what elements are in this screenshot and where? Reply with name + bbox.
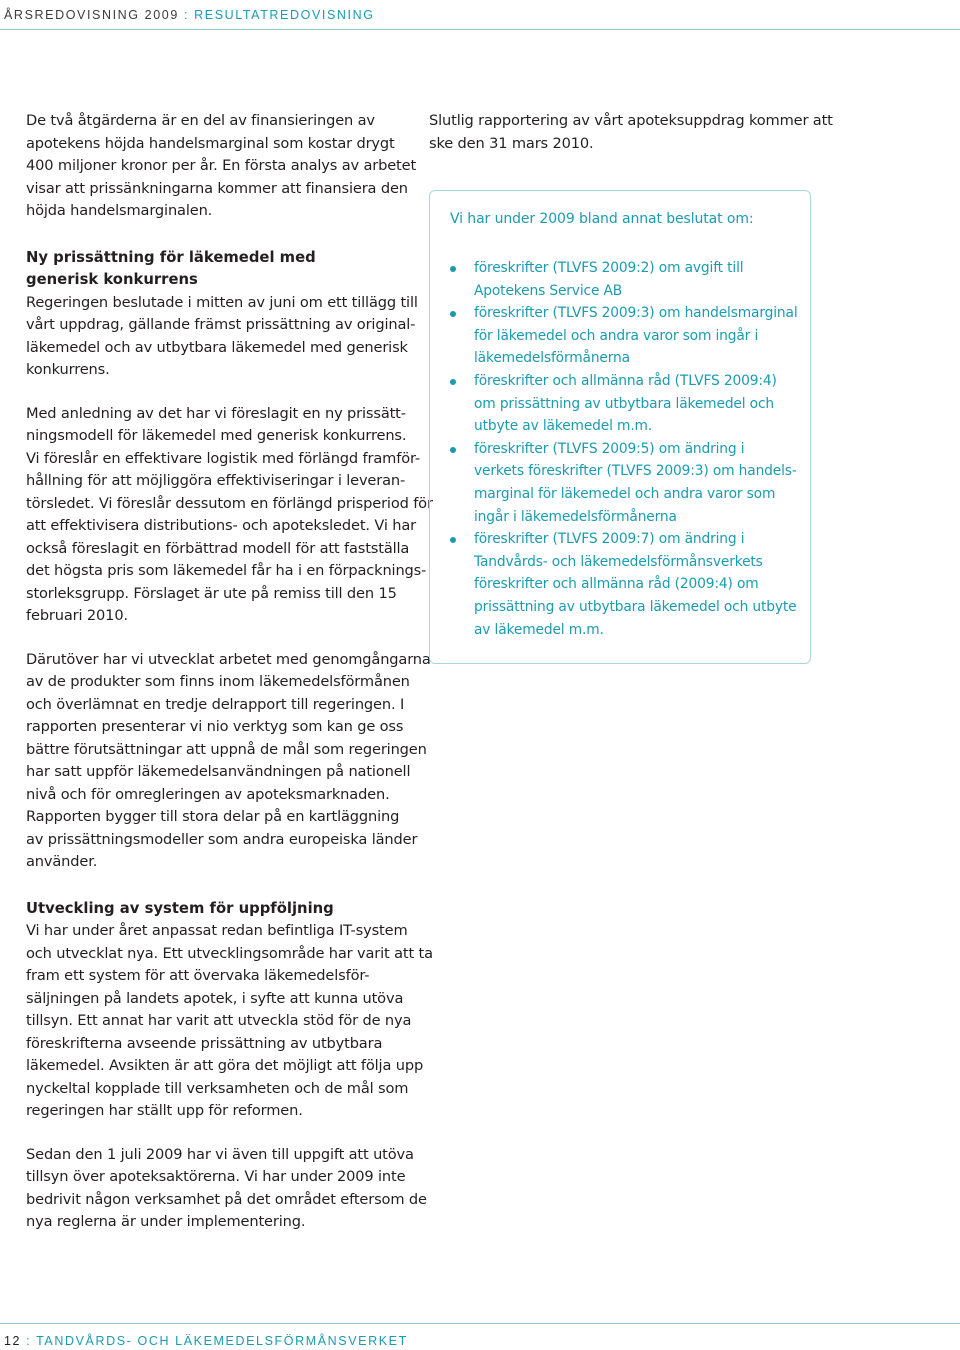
list-item xyxy=(450,370,800,438)
list-item-line: ingår i läkemedelsförmånerna xyxy=(474,508,677,525)
text-line: av prissättningsmodeller som andra europeiska länder xyxy=(26,830,418,848)
text-line: läkemedel. Avsikten är att göra det möjligt att följa upp xyxy=(26,1057,424,1074)
bullet-icon xyxy=(450,447,456,453)
list-item-line: utbyte av läkemedel m.m. xyxy=(474,418,653,435)
footer-separator: : xyxy=(21,1334,37,1348)
heading-follow-up-systems: Utveckling av system för uppföljning xyxy=(26,899,334,917)
text-line: och utvecklat nya. Ett utvecklingsområde har varit att ta xyxy=(26,944,433,962)
text-line: bedrivit någon verksamhet på det området eftersom de xyxy=(26,1190,427,1208)
list-item-line: Apotekens Service AB xyxy=(474,282,623,299)
text-line: Vi föreslår en effektivare logistik med förlängd framför- xyxy=(26,449,421,467)
text-line: nivå och för omregleringen av apoteksmarknaden. xyxy=(26,785,390,803)
text-line: apotekens höjda handelsmarginal som kostar drygt xyxy=(26,134,395,152)
text-line: törsledet. Vi föreslår dessutom en förlängd prisperiod för xyxy=(26,494,433,512)
text-line: fram ett system för att övervaka läkemedelsför- xyxy=(26,967,370,984)
heading-new-pricing xyxy=(26,247,421,292)
footer-rule xyxy=(0,1323,960,1324)
text-line: också föreslagit en förbättrad modell för att fastställa xyxy=(26,539,410,557)
text-line: det högsta pris som läkemedel får ha i en förpacknings- xyxy=(26,562,427,579)
text-line: februari 2010. xyxy=(26,607,128,624)
list-item-line: för läkemedel och andra varor som ingår i xyxy=(474,327,759,344)
list-item-line: föreskrifter (TLVFS 2009:7) om ändring i xyxy=(474,531,745,548)
bullet-icon xyxy=(450,537,456,543)
text-line: nya reglerna är under implementering. xyxy=(26,1213,306,1230)
text-line: föreskrifterna avseende prissättning av utbytbara xyxy=(26,1034,383,1052)
text-line: regeringen har ställt upp för reformen. xyxy=(26,1102,303,1119)
text-line: tillsyn. Ett annat har varit att utveckla stöd för de nya xyxy=(26,1012,412,1029)
list-item-line: föreskrifter och allmänna råd (2009:4) om xyxy=(474,576,759,593)
right-column xyxy=(429,110,833,155)
text-line: konkurrens. xyxy=(26,361,110,378)
text-line: har satt uppför läkemedelsanvändningen på nationell xyxy=(26,763,411,780)
page-footer xyxy=(4,1334,408,1348)
text-line: Vi har under året anpassat redan befintliga IT-system xyxy=(26,922,408,939)
paragraph-final-reporting xyxy=(429,110,833,155)
page-number: 12 xyxy=(4,1334,22,1348)
bullet-icon xyxy=(450,311,456,317)
list-item xyxy=(450,438,800,528)
list-item-line: om prissättning av utbytbara läkemedel och xyxy=(474,395,775,412)
list-item xyxy=(450,302,800,370)
text-line: av de produkter som finns inom läkemedelsförmånen xyxy=(26,673,410,690)
text-line: hållning för att möjliggöra effektiviseringar i leveran- xyxy=(26,472,406,489)
paragraph-government-decision xyxy=(26,292,421,382)
decisions-box xyxy=(429,190,811,664)
paragraph-proposed-model xyxy=(26,403,433,628)
text-line: ningsmodell för läkemedel med generisk konkurrens. xyxy=(26,427,407,444)
list-item-line: verkets föreskrifter (TLVFS 2009:3) om handels- xyxy=(474,463,797,480)
header-report-title: ÅRSREDOVISNING 2009 xyxy=(4,8,179,22)
left-column xyxy=(26,110,433,1234)
bullet-icon xyxy=(450,266,456,272)
decisions-box-title: Vi har under 2009 bland annat beslutat om: xyxy=(450,211,754,227)
text-line: Rapporten bygger till stora delar på en kartläggning xyxy=(26,808,400,825)
paragraph-review-report xyxy=(26,649,431,874)
text-line: vårt uppdrag, gällande främst prissättning av original- xyxy=(26,316,416,333)
text-line: ske den 31 mars 2010. xyxy=(429,134,594,152)
text-line: säljningen på landets apotek, i syfte att kunna utöva xyxy=(26,989,404,1007)
text-line: höjda handelsmarginalen. xyxy=(26,202,213,219)
running-header xyxy=(4,8,375,22)
paragraph-it-systems xyxy=(26,920,433,1123)
list-item-line: föreskrifter (TLVFS 2009:2) om avgift till xyxy=(474,260,744,276)
list-item-line: marginal för läkemedel och andra varor som xyxy=(474,485,776,502)
header-separator: : xyxy=(178,8,195,22)
text-line: storleksgrupp. Förslaget är ute på remiss till den 15 xyxy=(26,584,397,602)
text-line: att effektivisera distributions- och apoteksledet. Vi har xyxy=(26,517,417,534)
footer-organization: TANDVÅRDS- OCH LÄKEMEDELSFÖRMÅNSVERKET xyxy=(36,1334,408,1348)
list-item-line: föreskrifter och allmänna råd (TLVFS 2009:4) xyxy=(474,372,777,389)
list-item-line: av läkemedel m.m. xyxy=(474,621,604,638)
list-item xyxy=(450,528,800,641)
text-line: visar att prissänkningarna kommer att finansiera den xyxy=(26,179,408,197)
paragraph-financing xyxy=(26,110,421,223)
text-line: bättre förutsättningar att uppnå de mål som regeringen xyxy=(26,740,427,758)
text-line: De två åtgärderna är en del av finansieringen av xyxy=(26,112,375,129)
text-line: Slutlig rapportering av vårt apoteksuppdrag kommer att xyxy=(429,112,833,129)
bullet-icon xyxy=(450,379,456,385)
list-item xyxy=(450,257,800,302)
decisions-list xyxy=(450,257,800,641)
heading-line: Ny prissättning för läkemedel med xyxy=(26,248,316,266)
paragraph-supervision xyxy=(26,1144,427,1234)
page-header xyxy=(0,0,960,30)
text-line: Sedan den 1 juli 2009 har vi även till uppgift att utöva xyxy=(26,1145,414,1163)
text-line: rapporten presenterar vi nio verktyg som kan ge oss xyxy=(26,718,404,735)
list-item-line: läkemedelsförmånerna xyxy=(474,350,630,367)
list-item-line: föreskrifter (TLVFS 2009:5) om ändring i xyxy=(474,440,745,457)
list-item-line: Tandvårds- och läkemedelsförmånsverkets xyxy=(474,553,763,570)
text-line: tillsyn över apoteksaktörerna. Vi har under 2009 inte xyxy=(26,1168,406,1185)
text-line: använder. xyxy=(26,853,98,870)
header-section-title: RESULTATREDOVISNING xyxy=(194,8,375,22)
list-item-line: föreskrifter (TLVFS 2009:3) om handelsmarginal xyxy=(474,305,798,322)
list-item-line: prissättning av utbytbara läkemedel och utbyte xyxy=(474,598,797,615)
text-line: 400 miljoner kronor per år. En första analys av arbetet xyxy=(26,157,417,174)
text-line: och överlämnat en tredje delrapport till regeringen. I xyxy=(26,695,405,713)
text-line: Regeringen beslutade i mitten av juni om ett tillägg till xyxy=(26,293,418,311)
text-line: Med anledning av det har vi föreslagit en ny prissätt- xyxy=(26,404,406,422)
text-line: nyckeltal kopplade till verksamheten och de mål som xyxy=(26,1079,409,1097)
heading-line: generisk konkurrens xyxy=(26,271,198,288)
text-line: Därutöver har vi utvecklat arbetet med genomgångarna xyxy=(26,650,431,668)
text-line: läkemedel och av utbytbara läkemedel med generisk xyxy=(26,338,408,356)
